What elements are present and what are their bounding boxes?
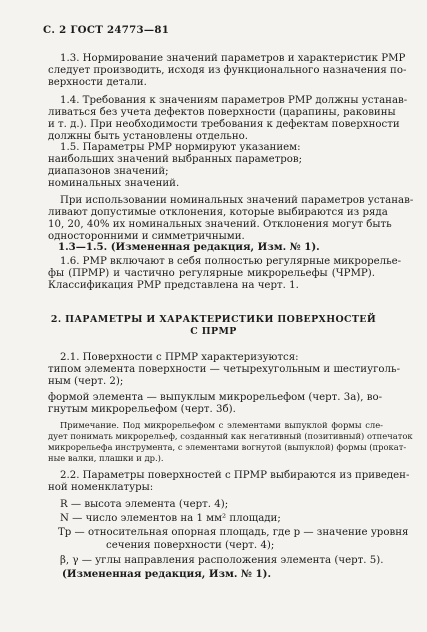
paragraph-2-1-line: 2.1. Поверхности с ПРМР характеризуются: [60,352,299,363]
paragraph-1-3-line: верхности детали. [48,77,147,88]
footnote-line: дует понимать микрорельеф, созданный как негативный (позитивный) отпечаток [48,431,413,441]
paragraph-2-2-line: β, γ — углы направления расположения элемента (черт. 5). [60,555,384,566]
paragraph-1-5-line: наибольших значений выбранных параметров; [48,154,303,165]
paragraph-2-1-line: типом элемента поверхности — четырехугольным и шестиуголь- [48,364,401,375]
paragraph-1-4-line: и т. д.). При необходимости требования к дефектам поверхности [48,119,400,130]
paragraph-1-6-line: 1.6. РМР включают в себя полностью регулярные микрорелье- [60,256,402,267]
paragraph-1-5-line: 10, 20, 40% их номинальных значений. Отклонения могут быть [48,219,392,230]
amendment-note: (Измененная редакция, Изм. № 1). [62,568,272,580]
paragraph-1-4-line: 1.4. Требования к значениям параметров РМР должны устанав- [60,95,408,106]
section-heading: 2. ПАРАМЕТРЫ И ХАРАКТЕРИСТИКИ ПОВЕРХНОСТЕЙ [50,314,377,325]
paragraph-2-1-line: гнутым микрорельефом (черт. 3б). [48,404,236,415]
paragraph-2-1-line: ным (черт. 2); [48,376,124,387]
footnote-line: ные валки, плашки и др.). [48,453,164,463]
footnote-line: микрорельефа инструмента, с элементами вогнутой (выпуклой) формы (прокат- [48,442,407,452]
paragraph-1-5-line: 1.5. Параметры РМР нормируют указанием: [60,142,301,153]
paragraph-1-3-line: следует производить, исходя из функционального назначения по- [48,65,407,76]
footnote-line: Примечание. Под микрорельефом с элементами выпуклой формы сле- [60,420,383,430]
paragraph-1-5-line: ливают допустимые отклонения, которые выбираются из ряда [48,207,388,218]
page-header: С. 2 ГОСТ 24773—81 [43,24,170,36]
paragraph-1-3-line: 1.3. Нормирование значений параметров и характеристик РМР [60,53,406,64]
paragraph-1-4-line: должны быть установлены отдельно. [48,131,249,142]
paragraph-1-6-line: Классификация РМР представлена на черт. 1. [48,280,299,291]
paragraph-1-4-line: ливаться без учета дефектов поверхности (царапины, раковины [48,107,396,118]
paragraph-1-5-line: При использовании номинальных значений параметров устанав- [60,195,414,206]
paragraph-1-5-line: номинальных значений. [48,178,180,189]
paragraph-2-2-line: ной номенклатуры: [48,482,154,493]
section-heading: С ПРМР [190,326,237,337]
paragraph-1-5-line: диапазонов значений; [48,166,169,177]
paragraph-1-5-line: односторонними и симметричными. [48,231,245,242]
paragraph-2-2-line: N — число элементов на 1 мм² площади; [60,513,281,524]
paragraph-2-2-line: Tp — относительная опорная площадь, где p — значение уровня [58,527,409,538]
paragraph-2-2-line: R — высота элемента (черт. 4); [60,499,229,510]
paragraph-2-2-line: 2.2. Параметры поверхностей с ПРМР выбираются из приведен- [60,470,410,481]
amendment-note: 1.3—1.5. (Измененная редакция, Изм. № 1). [58,241,320,253]
paragraph-1-6-line: фы (ПРМР) и частично регулярные микрорельефы (ЧРМР). [48,268,375,279]
paragraph-2-1-line: формой элемента — выпуклым микрорельефом (черт. 3а), во- [48,392,383,403]
paragraph-2-2-line: сечения поверхности (черт. 4); [106,540,275,551]
